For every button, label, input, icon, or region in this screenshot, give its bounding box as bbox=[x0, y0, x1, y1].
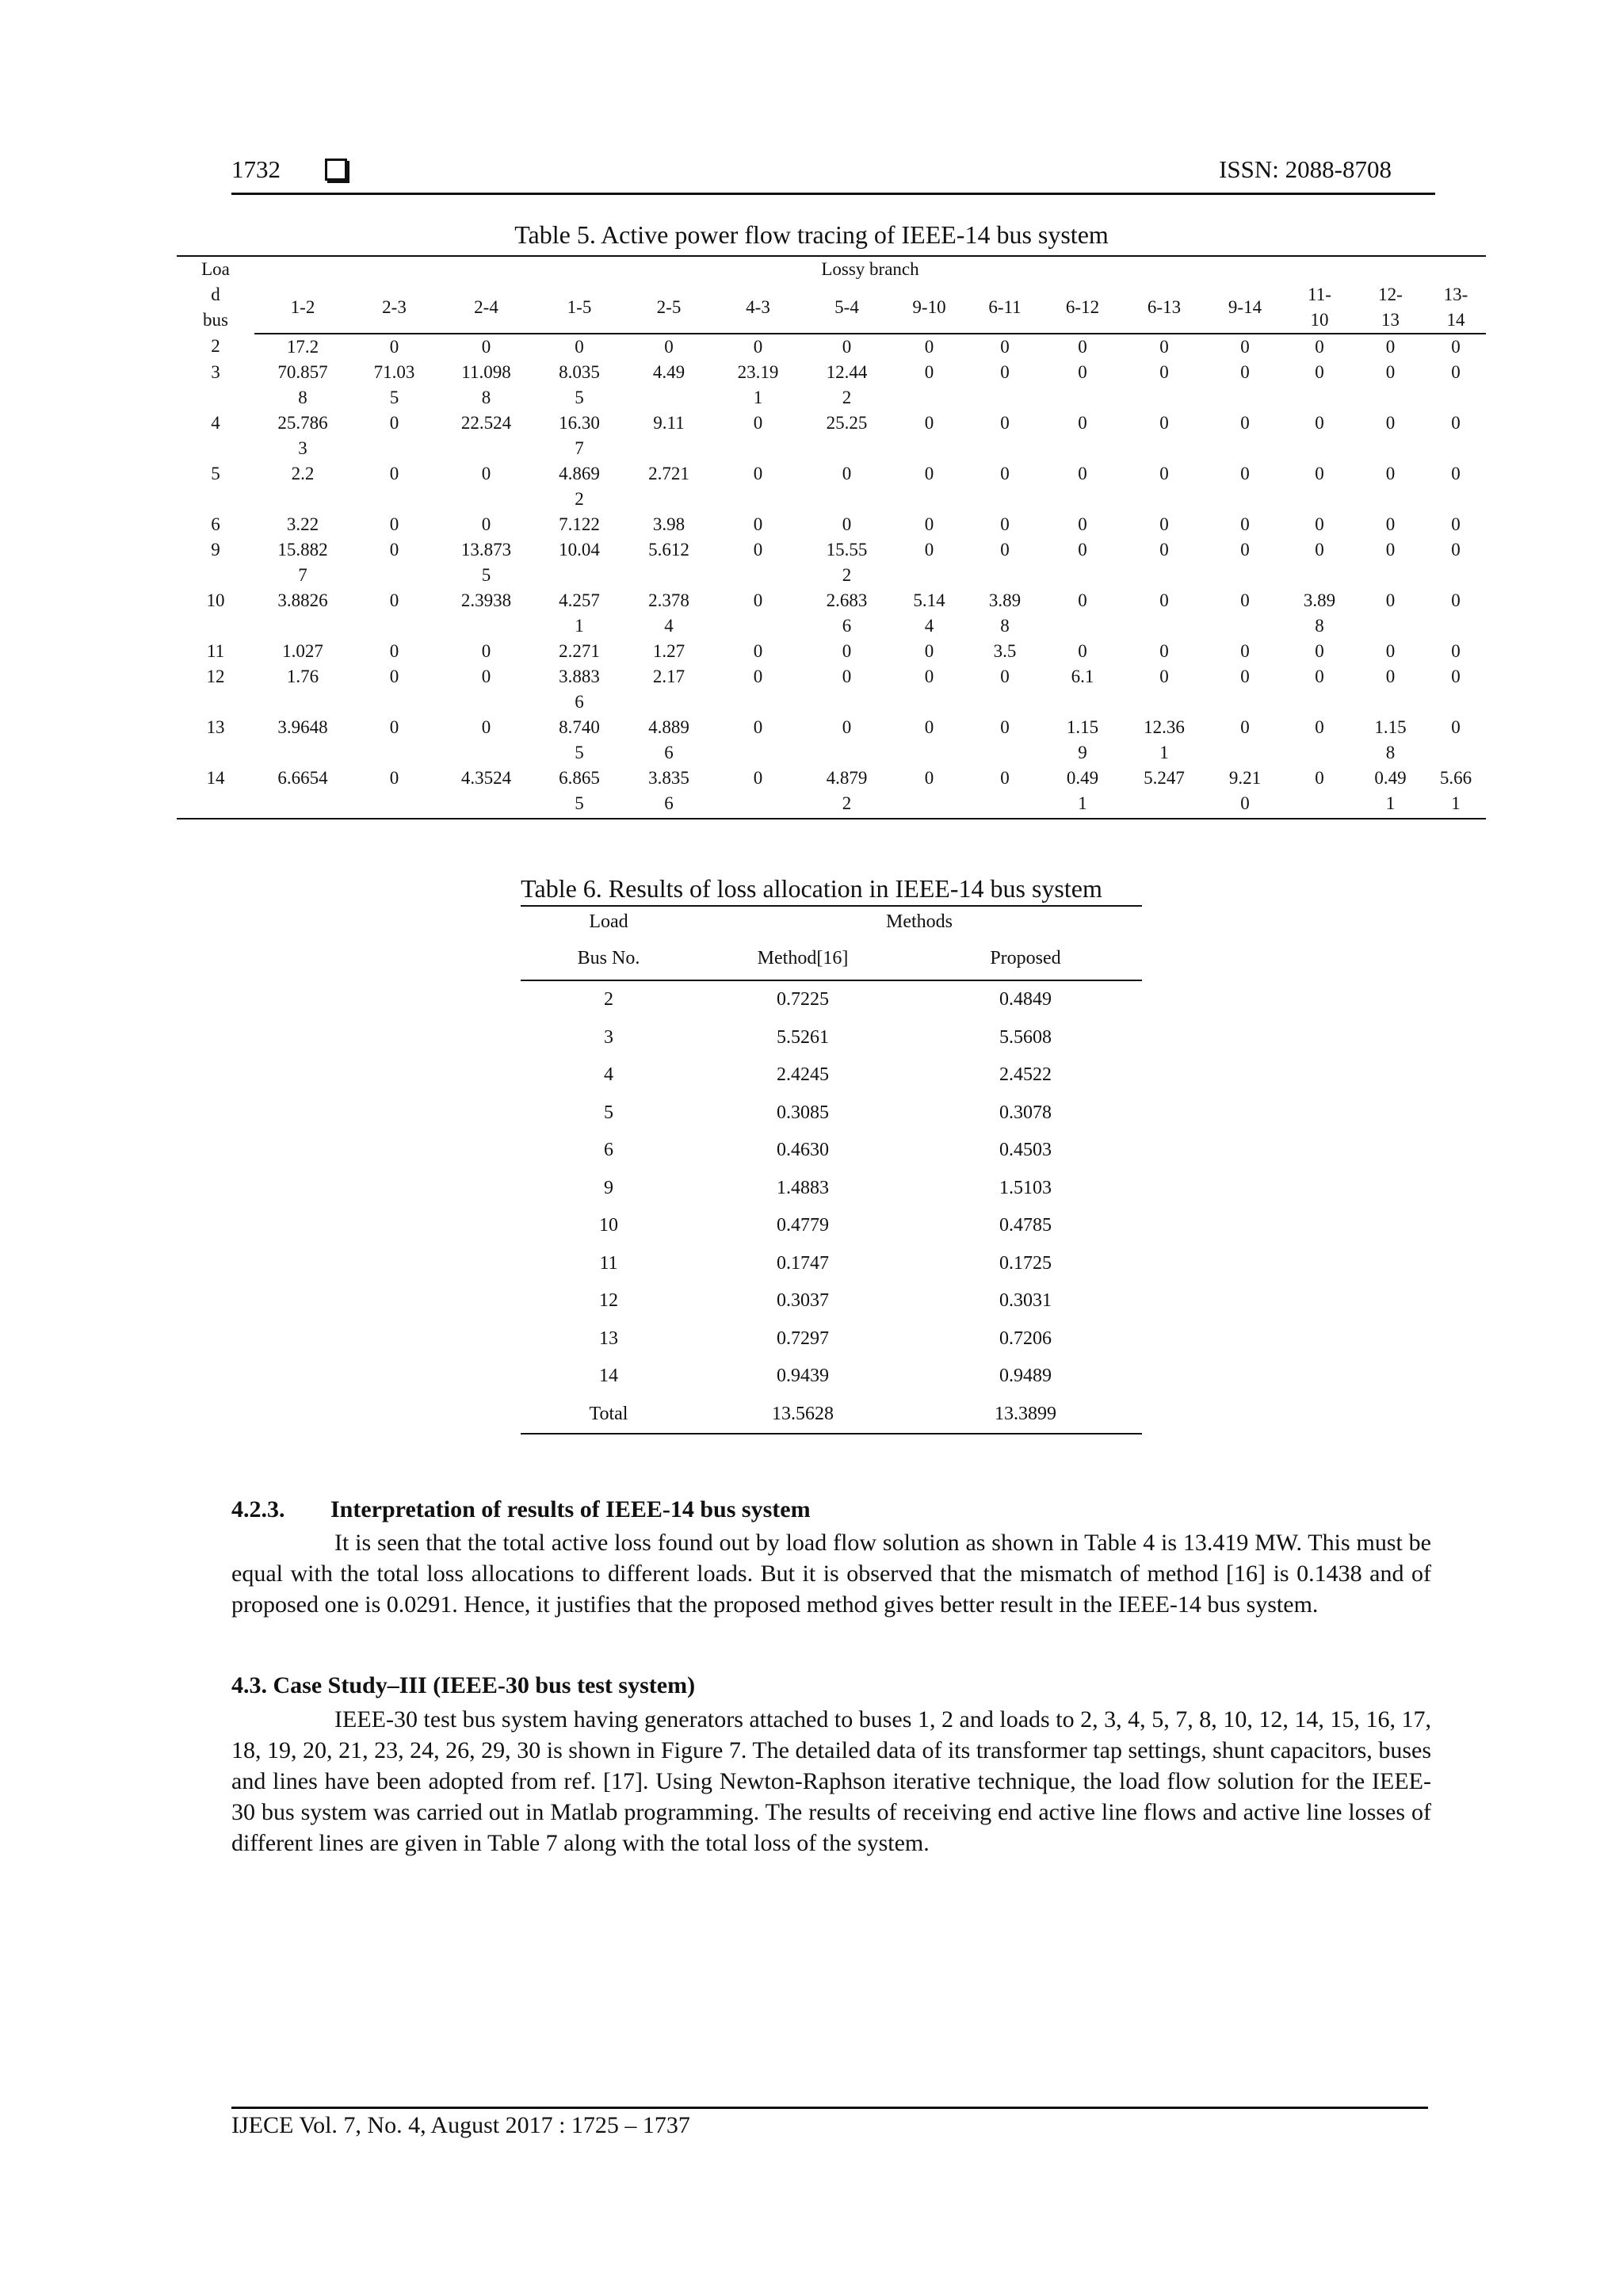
table-cell: 1.76 bbox=[286, 667, 319, 686]
table-cell: 0.7225 bbox=[777, 989, 829, 1010]
table-cell: 0 bbox=[1078, 641, 1087, 661]
table-cell: 1.15 8 bbox=[1374, 717, 1407, 762]
table-cell: 0 bbox=[842, 667, 852, 686]
section-4-2-3-paragraph: It is seen that the total active loss found out by load flow solution as shown in Table 4 is 13.419 MW. This must be equal with the total loss allocations to different loads. But it is observed that the mismatch of method [16] is 0.1438 and of proposed one is 0.0291. Hence, it justifies that the proposed method gives better result in the IEEE-14 bus system. bbox=[231, 1530, 1431, 1618]
table-cell: 5.5608 bbox=[999, 1026, 1052, 1048]
table-cell: 0 bbox=[1315, 362, 1324, 382]
table-cell: 0 bbox=[1000, 514, 1010, 534]
table-row bbox=[521, 1056, 1142, 1095]
table-cell: 0 bbox=[1159, 514, 1169, 534]
table-cell: 0 bbox=[753, 514, 763, 534]
table-cell: 0 bbox=[1451, 641, 1461, 661]
table-cell: 0.3031 bbox=[999, 1290, 1052, 1312]
load-bus-header-line: d bbox=[211, 285, 220, 304]
branch-header-line: 2-4 bbox=[474, 297, 498, 317]
table-cell: 0.49 1 bbox=[1355, 766, 1426, 819]
table-cell: 0 bbox=[753, 540, 763, 560]
table-cell: 0 bbox=[1385, 413, 1396, 433]
table6 bbox=[521, 905, 1142, 1435]
table-cell: 0 bbox=[575, 337, 584, 357]
table-cell: 0 bbox=[753, 413, 763, 433]
table-cell: 0.3078 bbox=[999, 1102, 1052, 1123]
table-row bbox=[521, 1019, 1142, 1057]
table-cell: 2.4245 bbox=[777, 1064, 829, 1086]
table-row bbox=[521, 1245, 1142, 1283]
table-cell: 6 bbox=[604, 1140, 613, 1161]
load-bus-cell: 11 bbox=[206, 641, 225, 661]
table-cell: 2.3938 bbox=[460, 590, 512, 610]
table-cell: 5.247 bbox=[1122, 766, 1206, 819]
table-cell: 0 bbox=[714, 766, 802, 819]
load-bus-header-line: bus bbox=[203, 310, 228, 330]
table-cell: 1.4883 bbox=[777, 1177, 829, 1198]
branch-header-line: 14 bbox=[1446, 310, 1465, 330]
table-cell: 0 bbox=[1000, 413, 1010, 433]
table-cell: 0 bbox=[1451, 362, 1461, 382]
table-cell: 5 bbox=[604, 1102, 613, 1123]
table-cell: 1.5103 bbox=[999, 1177, 1052, 1198]
load-bus-cell: 3 bbox=[211, 362, 220, 382]
load-bus-cell: 9 bbox=[211, 540, 220, 560]
table-cell: 0 bbox=[389, 717, 399, 737]
table-cell: 16.30 7 bbox=[559, 413, 600, 458]
table-cell: 11 bbox=[599, 1252, 618, 1274]
table-cell: 3.8826 bbox=[277, 590, 328, 610]
table-cell: 0 bbox=[1315, 717, 1324, 737]
branch-header-line: 12- bbox=[1378, 285, 1403, 304]
table-cell: 0 bbox=[1284, 766, 1355, 819]
table-cell: 0 bbox=[389, 667, 399, 686]
table-cell: 3 bbox=[604, 1026, 613, 1048]
load-bus-cell: 14 bbox=[177, 766, 254, 819]
table-cell: 0 bbox=[1159, 362, 1169, 382]
table-cell: 0 bbox=[1315, 667, 1324, 686]
table-cell: 13.3899 bbox=[909, 1396, 1142, 1435]
table-row bbox=[177, 360, 1486, 411]
table-cell: 0 bbox=[389, 464, 399, 483]
table6-load-header: Load bbox=[521, 906, 697, 937]
table-cell: 0 bbox=[664, 337, 674, 357]
table-cell: 13.5628 bbox=[697, 1396, 909, 1435]
branch-header-line: 11- bbox=[1308, 285, 1331, 304]
table-cell: 5.66 1 bbox=[1426, 766, 1486, 819]
table-cell: 12.44 2 bbox=[826, 362, 868, 407]
branch-header bbox=[1206, 282, 1284, 334]
section-4-3-paragraph: IEEE-30 test bus system having generators attached to buses 1, 2 and loads to 2, 3, 4, 5, 7, 8, 10, 12, 14, 15, 16, 17, 18, 19, 20, 21, 23, 24, 26, 29, 30 is shown in Figure 7. The detailed data of its transformer tap settings, shunt capacitors, buses and lines have been adopted from ref. [17]. Using Newton-Raphson iterative technique, the load flow solution for the IEEE-30 bus system was carried out in Matlab programming. The results of receiving end active line flows and active line losses of different lines are given in Table 7 along with the total loss of the system. bbox=[231, 1706, 1431, 1856]
table-cell: 2 bbox=[604, 989, 613, 1010]
table-cell: 4.3524 bbox=[437, 766, 535, 819]
table-cell: 0 bbox=[1240, 464, 1250, 483]
table6-method16-header: Method[16] bbox=[697, 937, 909, 980]
branch-header-line: 10 bbox=[1310, 310, 1329, 330]
table-cell: 0 bbox=[1159, 590, 1169, 610]
table-cell: 0 bbox=[1451, 717, 1461, 737]
header-rule bbox=[231, 193, 1435, 195]
table-cell: 0 bbox=[842, 641, 852, 661]
table-cell: 0 bbox=[481, 514, 491, 534]
table-cell: 9.21 0 bbox=[1206, 766, 1284, 819]
table-cell: 0 bbox=[481, 667, 491, 686]
table-row bbox=[177, 334, 1486, 360]
table-cell: 0 bbox=[1315, 514, 1324, 534]
table-cell: 9 bbox=[604, 1177, 613, 1198]
table-cell: 0 bbox=[351, 766, 437, 819]
table-row bbox=[177, 411, 1486, 461]
table-cell: 0 bbox=[842, 464, 852, 483]
table-cell: 2.4522 bbox=[999, 1064, 1052, 1086]
table-cell: 0 bbox=[1240, 717, 1250, 737]
table-cell: 6.865 5 bbox=[535, 766, 624, 819]
table-cell: 3.5 bbox=[993, 641, 1017, 661]
table6-bus-no-header: Bus No. bbox=[521, 937, 697, 980]
branch-header bbox=[624, 282, 714, 334]
load-bus-cell: 10 bbox=[206, 590, 225, 610]
table-row bbox=[521, 1320, 1142, 1358]
table-cell: 0 bbox=[1159, 540, 1169, 560]
table-row bbox=[177, 588, 1486, 639]
table-cell: 0 bbox=[1000, 667, 1010, 686]
table-cell: 9.11 bbox=[653, 413, 685, 433]
table-cell: 0 bbox=[1385, 362, 1396, 382]
table-cell: 0 bbox=[1451, 590, 1461, 610]
table-cell: 4.879 2 bbox=[802, 766, 892, 819]
table-cell: 3.835 6 bbox=[624, 766, 714, 819]
table-cell: 0 bbox=[389, 590, 399, 610]
table-row bbox=[177, 664, 1486, 715]
section-number: 4.2.3. bbox=[231, 1496, 285, 1522]
table-cell: 0 bbox=[1451, 464, 1461, 483]
table-cell: 7.122 bbox=[559, 514, 600, 534]
table-cell: 0 bbox=[924, 464, 934, 483]
table-cell: 0 bbox=[1240, 540, 1250, 560]
table-cell: 13.873 5 bbox=[460, 540, 512, 585]
branch-header bbox=[714, 282, 802, 334]
table-cell: 0.4503 bbox=[999, 1140, 1052, 1161]
table-cell: 0 bbox=[481, 464, 491, 483]
table-cell: 2.2 bbox=[291, 464, 315, 483]
table5-load-bus-header bbox=[177, 256, 254, 334]
branch-header bbox=[1284, 282, 1355, 334]
table-cell: 12 bbox=[599, 1290, 618, 1312]
footer-rule bbox=[231, 2107, 1428, 2109]
table-cell: 0 bbox=[1159, 641, 1169, 661]
table-cell: 0.9489 bbox=[999, 1366, 1052, 1387]
branch-header bbox=[437, 282, 535, 334]
table-cell: 0.7297 bbox=[777, 1328, 829, 1349]
table-cell: 0 bbox=[1451, 413, 1461, 433]
table-row bbox=[521, 1396, 1142, 1435]
table-cell: 0 bbox=[1000, 337, 1010, 357]
branch-header bbox=[535, 282, 624, 334]
page-number: 1732 bbox=[231, 155, 281, 183]
load-bus-cell: 12 bbox=[206, 667, 225, 686]
table-cell: 2.721 bbox=[648, 464, 689, 483]
table-cell: 25.25 bbox=[826, 413, 868, 433]
square-bullet-icon bbox=[325, 159, 347, 181]
table-cell: 0 bbox=[842, 717, 852, 737]
table-cell: 0 bbox=[1000, 717, 1010, 737]
table-cell: 1.027 bbox=[282, 641, 323, 661]
table-cell: 0.3037 bbox=[777, 1290, 829, 1312]
issn-label: ISSN: 2088-8708 bbox=[1219, 155, 1392, 183]
table-cell: 0 bbox=[924, 514, 934, 534]
table-cell: Total bbox=[521, 1396, 697, 1435]
section-4-2-3-heading bbox=[231, 1496, 811, 1523]
table-cell: 0 bbox=[924, 337, 934, 357]
table-cell: 1.15 9 bbox=[1066, 717, 1099, 762]
table-cell: 0.4849 bbox=[999, 989, 1052, 1010]
table-row bbox=[521, 1132, 1142, 1170]
table-cell: 22.524 bbox=[460, 413, 512, 433]
table-cell: 0 bbox=[1078, 540, 1087, 560]
table-cell: 0 bbox=[924, 717, 934, 737]
table-cell: 0 bbox=[389, 514, 399, 534]
table-cell: 0.1747 bbox=[777, 1252, 829, 1274]
branch-header-line: 13- bbox=[1443, 285, 1468, 304]
table-cell: 2.683 6 bbox=[826, 590, 868, 636]
branch-header bbox=[254, 282, 351, 334]
table-cell: 71.03 5 bbox=[373, 362, 415, 407]
table-cell: 3.883 6 bbox=[559, 667, 600, 712]
table5-body bbox=[177, 334, 1486, 819]
branch-header-line: 1-5 bbox=[567, 297, 592, 317]
table-cell: 0 bbox=[1385, 667, 1396, 686]
table-cell: 0 bbox=[1385, 337, 1396, 357]
table-row bbox=[521, 1207, 1142, 1245]
table-cell: 0 bbox=[1078, 413, 1087, 433]
table-cell: 0 bbox=[1000, 540, 1010, 560]
table-row bbox=[521, 1358, 1142, 1396]
branch-header bbox=[892, 282, 967, 334]
table-cell: 0 bbox=[1451, 667, 1461, 686]
table-cell: 0 bbox=[1315, 337, 1324, 357]
table-row bbox=[177, 461, 1486, 512]
table-cell: 0 bbox=[1240, 667, 1250, 686]
branch-header-line: 2-5 bbox=[656, 297, 682, 317]
table-cell: 1.27 bbox=[652, 641, 685, 661]
table6-methods-header: Methods bbox=[697, 906, 1142, 937]
table-cell: 2.378 4 bbox=[648, 590, 689, 636]
load-bus-cell: 2 bbox=[211, 336, 220, 356]
table-cell: 0 bbox=[481, 717, 491, 737]
table-cell: 23.19 1 bbox=[737, 362, 779, 407]
branch-header-line: 6-12 bbox=[1065, 297, 1100, 317]
section-4-3-heading: 4.3. Case Study–III (IEEE-30 bus test system) bbox=[231, 1672, 696, 1698]
table-cell: 0 bbox=[1078, 362, 1087, 382]
table-cell: 0 bbox=[389, 337, 399, 357]
table-cell: 0 bbox=[1159, 337, 1169, 357]
branch-header bbox=[1043, 282, 1122, 334]
table-row bbox=[177, 512, 1486, 537]
table-cell: 0 bbox=[1385, 514, 1396, 534]
table-cell: 6.1 bbox=[1071, 667, 1094, 686]
table-cell: 0 bbox=[1240, 362, 1250, 382]
branch-header-line: 4-3 bbox=[746, 297, 770, 317]
table-cell: 3.89 8 bbox=[1303, 590, 1336, 636]
table-cell: 0 bbox=[1078, 514, 1087, 534]
table-cell: 0 bbox=[1315, 641, 1324, 661]
branch-header-line: 6-11 bbox=[988, 297, 1022, 317]
table-cell: 15.55 2 bbox=[826, 540, 868, 585]
table-row bbox=[177, 537, 1486, 588]
table-cell: 0 bbox=[1385, 540, 1396, 560]
load-bus-cell: 5 bbox=[211, 464, 220, 483]
table-cell: 0 bbox=[1159, 464, 1169, 483]
table-cell: 0 bbox=[1240, 590, 1250, 610]
table-cell: 0 bbox=[1451, 540, 1461, 560]
load-bus-header-line: Loa bbox=[201, 259, 230, 279]
branch-header-line: 13 bbox=[1381, 310, 1400, 330]
table-cell: 0 bbox=[1315, 413, 1324, 433]
table-cell: 6.6654 bbox=[254, 766, 351, 819]
branch-header-line: 2-3 bbox=[382, 297, 407, 317]
branch-header bbox=[967, 282, 1043, 334]
table5-caption: Table 5. Active power flow tracing of IEEE-14 bus system bbox=[514, 220, 1109, 249]
table-cell: 17.2 bbox=[286, 337, 319, 357]
table-cell: 0 bbox=[753, 464, 763, 483]
table-cell: 5.5261 bbox=[777, 1026, 829, 1048]
table-cell: 0 bbox=[753, 641, 763, 661]
table-cell: 0 bbox=[1240, 641, 1250, 661]
table-cell: 4.889 6 bbox=[648, 717, 689, 762]
table-cell: 0 bbox=[924, 540, 934, 560]
table-cell: 0 bbox=[1385, 464, 1396, 483]
table-cell: 70.857 8 bbox=[277, 362, 328, 407]
table5-group-header: Lossy branch bbox=[254, 256, 1486, 282]
table-cell: 0 bbox=[1078, 590, 1087, 610]
table-cell: 4.49 bbox=[652, 362, 685, 382]
table-cell: 0 bbox=[1240, 514, 1250, 534]
table-cell: 10 bbox=[599, 1215, 618, 1236]
table-cell: 3.89 8 bbox=[988, 590, 1022, 636]
branch-header bbox=[1122, 282, 1206, 334]
table-cell: 0.4779 bbox=[777, 1215, 829, 1236]
table-cell: 0 bbox=[924, 362, 934, 382]
table-cell: 0.49 1 bbox=[1043, 766, 1122, 819]
table-cell: 12.36 1 bbox=[1144, 717, 1185, 762]
table-cell: 0.1725 bbox=[999, 1252, 1052, 1274]
table6-body bbox=[521, 980, 1142, 1434]
table-cell: 0 bbox=[481, 641, 491, 661]
table-cell: 0 bbox=[1159, 413, 1169, 433]
table-cell: 3.98 bbox=[652, 514, 685, 534]
table-cell: 0 bbox=[1451, 514, 1461, 534]
table-row bbox=[177, 639, 1486, 664]
branch-header bbox=[1355, 282, 1426, 334]
table-cell: 3.9648 bbox=[277, 717, 328, 737]
table-cell: 0 bbox=[924, 667, 934, 686]
table5-branch-header-row bbox=[177, 282, 1486, 334]
branch-header-line: 5-4 bbox=[834, 297, 859, 317]
table-row bbox=[177, 766, 1486, 819]
table-cell: 0 bbox=[753, 717, 763, 737]
table-cell: 0 bbox=[1000, 464, 1010, 483]
table-row bbox=[177, 715, 1486, 766]
table5 bbox=[177, 255, 1486, 819]
table-cell: 0.3085 bbox=[777, 1102, 829, 1123]
load-bus-cell: 13 bbox=[206, 717, 225, 737]
table-cell: 4 bbox=[604, 1064, 613, 1086]
table-cell: 0.9439 bbox=[777, 1366, 829, 1387]
table-cell: 0 bbox=[1385, 590, 1396, 610]
table-cell: 0 bbox=[753, 590, 763, 610]
table-cell: 0 bbox=[842, 514, 852, 534]
table6-proposed-header: Proposed bbox=[909, 937, 1142, 980]
table-cell: 8.035 5 bbox=[559, 362, 600, 407]
branch-header-line: 6-13 bbox=[1147, 297, 1182, 317]
branch-header-line: 1-2 bbox=[290, 297, 315, 317]
table-cell: 0 bbox=[1240, 413, 1250, 433]
table-cell: 0 bbox=[842, 337, 852, 357]
table-row bbox=[521, 1282, 1142, 1320]
page-footer: IJECE Vol. 7, No. 4, August 2017 : 1725 – 1737 bbox=[231, 2112, 690, 2138]
branch-header bbox=[351, 282, 437, 334]
section-title: Interpretation of results of IEEE-14 bus system bbox=[330, 1496, 811, 1522]
table-cell: 0 bbox=[389, 641, 399, 661]
page-header bbox=[231, 155, 1392, 195]
table-cell: 0.4785 bbox=[999, 1215, 1052, 1236]
table-cell: 14 bbox=[599, 1366, 618, 1387]
table-cell: 0 bbox=[1451, 337, 1461, 357]
table-cell: 0 bbox=[1315, 540, 1324, 560]
branch-header-line: 9-10 bbox=[912, 297, 946, 317]
table-cell: 4.869 2 bbox=[559, 464, 600, 509]
table-cell: 0 bbox=[1315, 464, 1324, 483]
table-cell: 0 bbox=[481, 337, 491, 357]
table-cell: 25.786 3 bbox=[277, 413, 328, 458]
table-row bbox=[521, 1095, 1142, 1133]
table-cell: 0 bbox=[753, 337, 763, 357]
table-cell: 8.740 5 bbox=[559, 717, 600, 762]
table-cell: 0 bbox=[924, 413, 934, 433]
table-cell: 0 bbox=[1000, 362, 1010, 382]
table-cell: 11.098 8 bbox=[461, 362, 511, 407]
table-cell: 10.04 bbox=[559, 540, 600, 560]
table-cell: 4.257 1 bbox=[559, 590, 600, 636]
table-cell: 0 bbox=[1159, 667, 1169, 686]
table-row bbox=[521, 1170, 1142, 1208]
table-cell: 0 bbox=[924, 641, 934, 661]
table-cell: 0 bbox=[1078, 337, 1087, 357]
table6-caption: Table 6. Results of loss allocation in IEEE-14 bus system bbox=[521, 874, 1102, 903]
table-cell: 0 bbox=[1240, 337, 1250, 357]
table-cell: 2.271 bbox=[559, 641, 600, 661]
table-cell: 5.14 4 bbox=[913, 590, 945, 636]
table-cell: 0 bbox=[967, 766, 1043, 819]
branch-header-line: 9-14 bbox=[1228, 297, 1262, 317]
table-cell: 0 bbox=[1385, 641, 1396, 661]
table-cell: 0 bbox=[389, 540, 399, 560]
branch-header bbox=[802, 282, 892, 334]
table-row bbox=[521, 980, 1142, 1019]
branch-header bbox=[1426, 282, 1486, 334]
table-cell: 0.4630 bbox=[777, 1140, 829, 1161]
table-cell: 5.612 bbox=[648, 540, 689, 560]
table-cell: 15.882 7 bbox=[277, 540, 328, 585]
table-cell: 2.17 bbox=[652, 667, 685, 686]
table-cell: 3.22 bbox=[286, 514, 319, 534]
table-cell: 0 bbox=[1078, 464, 1087, 483]
table-cell: 0.7206 bbox=[999, 1328, 1052, 1349]
load-bus-cell: 4 bbox=[211, 413, 220, 433]
table-cell: 0 bbox=[753, 667, 763, 686]
table-cell: 13 bbox=[599, 1328, 618, 1349]
load-bus-cell: 6 bbox=[211, 514, 220, 534]
table-cell: 0 bbox=[389, 413, 399, 433]
table-cell: 0 bbox=[892, 766, 967, 819]
